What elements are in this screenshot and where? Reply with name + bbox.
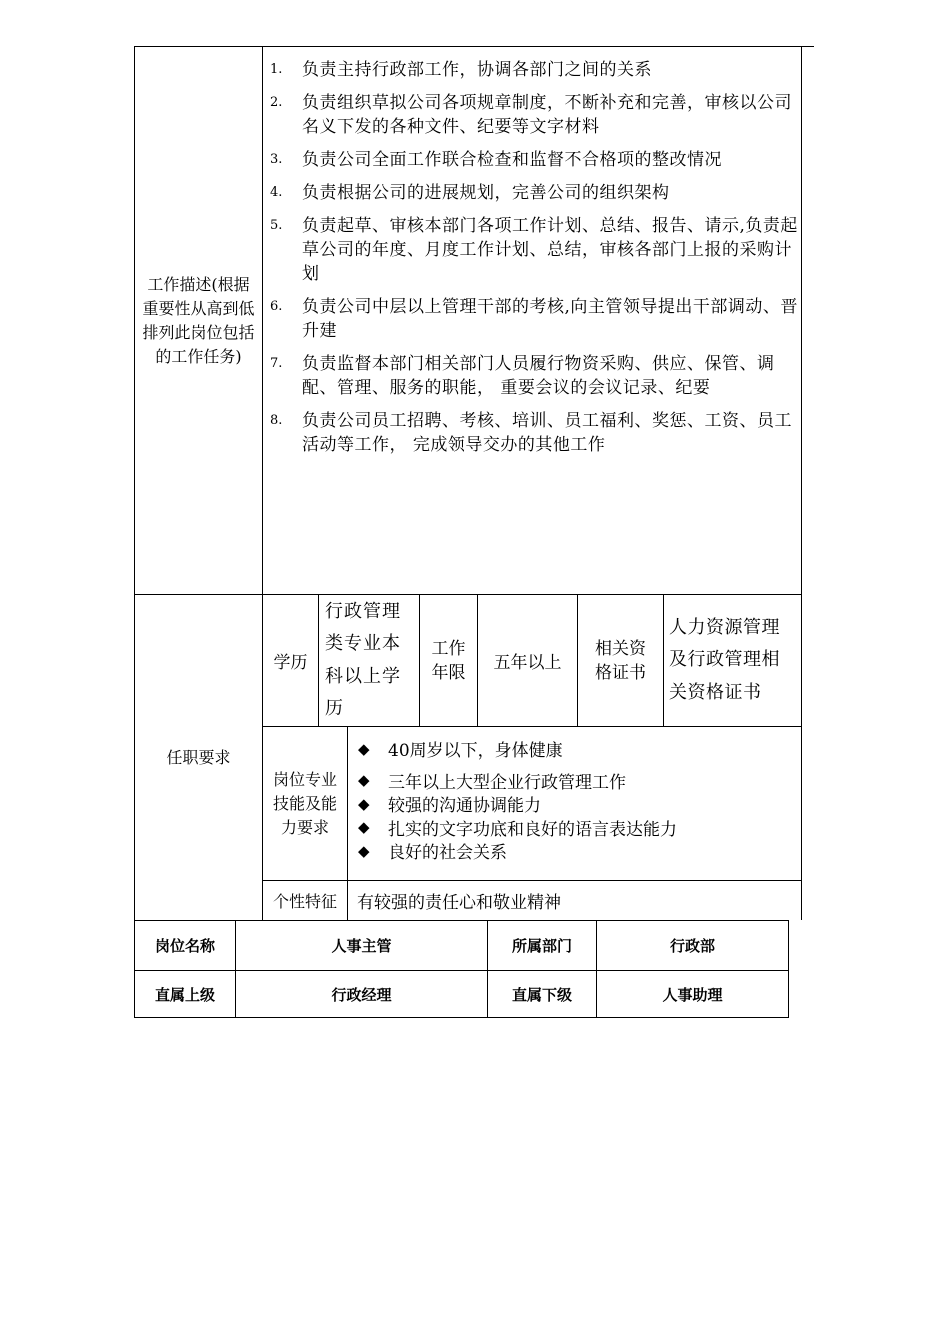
skill-item (358, 839, 677, 863)
duty-text: 负责起草、审核本部门各项工作计划、总结、报告、请示,负责起草公司的年度、月度工作计划、总结，审核各部门上报的采购计划 (302, 216, 798, 284)
department-label: 所属部门 (511, 937, 572, 955)
skills-label: 岗位专业技能及能力要求 (272, 769, 337, 837)
duty-item (268, 58, 798, 82)
duty-number: 3. (270, 152, 283, 167)
duty-text: 负责公司全面工作联合检查和监督不合格项的整改情况 (302, 150, 722, 170)
subordinate-label: 直属下级 (511, 985, 572, 1004)
table-border (788, 920, 789, 1018)
skill-text: 扎实的文字功底和良好的语言表达能力 (388, 819, 677, 840)
duty-number: 7. (270, 356, 283, 371)
subordinate-value: 人事助理 (662, 985, 723, 1004)
job-description-label: 工作描述(根据重要性从高到低排列此岗位包括的工作任务) (142, 274, 255, 366)
years-label: 工作年限 (431, 638, 466, 683)
requirements-label: 任职要求 (166, 747, 231, 767)
duty-item (268, 295, 798, 343)
duty-item (268, 148, 798, 172)
duty-number: 1. (270, 62, 283, 77)
skill-item (358, 737, 677, 761)
superior-label: 直属上级 (154, 985, 215, 1004)
skill-text: 良好的社会关系 (388, 843, 507, 864)
duty-text: 负责监督本部门相关部门人员履行物资采购、供应、保管、调配、管理、服务的职能， 重要会议的会议记录、纪要 (302, 354, 775, 398)
duty-item (268, 181, 798, 205)
duty-number: 2. (270, 95, 283, 110)
table-border (318, 595, 319, 726)
personality-value: 有较强的责任心和敬业精神 (357, 893, 561, 913)
table-border (801, 46, 802, 920)
duty-item (268, 352, 798, 400)
duty-text: 负责主持行政部工作，协调各部门之间的关系 (302, 60, 652, 80)
duty-item (268, 214, 798, 286)
diamond-bullet-icon: ◆ (358, 818, 370, 837)
skill-text: 较强的沟通协调能力 (388, 796, 541, 817)
skill-text: 三年以上大型企业行政管理工作 (388, 772, 626, 793)
table-border (347, 727, 348, 920)
skill-item (358, 816, 677, 840)
personality-label: 个性特征 (272, 892, 337, 911)
diamond-bullet-icon: ◆ (358, 771, 370, 790)
superior-value: 行政经理 (331, 985, 392, 1004)
table-border (134, 1017, 789, 1018)
duty-text: 负责公司中层以上管理干部的考核,向主管领导提出干部调动、晋升建 (302, 297, 798, 341)
duty-number: 5. (270, 218, 283, 233)
duty-text: 负责根据公司的进展规划，完善公司的组织架构 (302, 183, 670, 203)
duty-number: 6. (270, 299, 283, 314)
cert-value: 人力资源管理及行政管理相关资格证书 (669, 616, 780, 703)
education-label: 学历 (273, 653, 308, 673)
position-name-value: 人事主管 (331, 937, 392, 955)
duty-item (268, 91, 798, 139)
years-value: 五年以上 (493, 653, 562, 673)
skill-text: 40周岁以下，身体健康 (388, 741, 563, 762)
diamond-bullet-icon: ◆ (358, 794, 370, 813)
duty-number: 8. (270, 413, 283, 428)
diamond-bullet-icon: ◆ (358, 841, 370, 860)
duty-text: 负责组织草拟公司各项规章制度，不断补充和完善，审核以公司名义下发的各种文件、纪要等文字材料 (302, 93, 792, 137)
cert-label: 相关资格证书 (595, 638, 646, 683)
position-name-label: 岗位名称 (154, 937, 215, 955)
skills-list (358, 737, 677, 863)
diamond-bullet-icon: ◆ (358, 739, 370, 758)
duty-number: 4. (270, 185, 283, 200)
duty-list (268, 58, 798, 466)
table-border (663, 595, 664, 726)
duty-item (268, 409, 798, 457)
duty-text: 负责公司员工招聘、考核、培训、员工福利、奖惩、工资、员工活动等工作， 完成领导交办的其他工作 (302, 411, 792, 455)
department-value: 行政部 (669, 937, 715, 955)
skill-item (358, 792, 677, 816)
education-value: 行政管理类专业本科以上学历 (325, 600, 401, 719)
skill-item (358, 769, 677, 793)
